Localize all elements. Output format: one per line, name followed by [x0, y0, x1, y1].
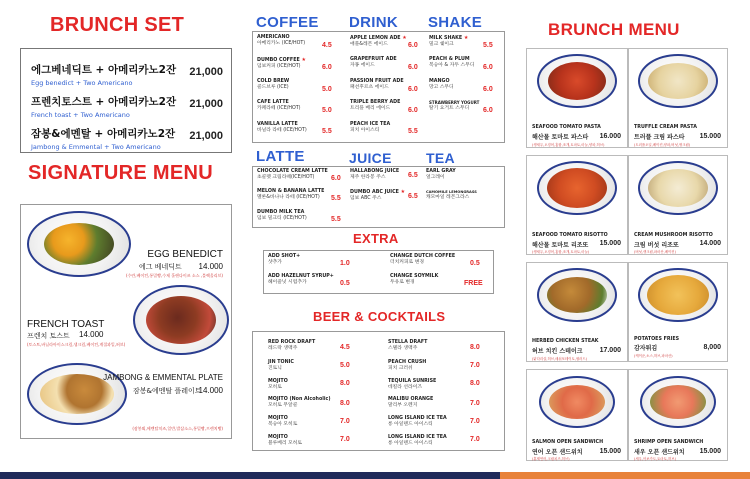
item-en: MALIBU ORANGE	[388, 397, 434, 402]
set-item-price: 21,000	[189, 130, 223, 142]
brunch-card	[526, 155, 628, 255]
beer-item	[388, 340, 508, 352]
item-en: MILK SHAKE	[429, 36, 463, 41]
drink-title: DRINK	[349, 14, 398, 31]
dish-ko: 연어 오픈 샌드위치	[532, 449, 583, 456]
star-icon: ★	[400, 189, 406, 195]
beer-item	[388, 360, 508, 372]
dish-photo	[537, 268, 617, 322]
beer-item	[388, 435, 508, 447]
item-en: MOJITO	[268, 435, 288, 440]
item-ko: 복숭아 모히토	[268, 422, 298, 427]
drink-price: 5.5	[408, 128, 418, 135]
latte-price: 5.5	[331, 195, 341, 202]
brunch-set-title: BRUNCH SET	[50, 14, 185, 36]
item-en: COLD BREW	[257, 79, 290, 84]
item-en: MOJITO	[268, 416, 288, 421]
dish-ko: 감자튀김	[634, 345, 658, 352]
extra-price: FREE	[464, 280, 483, 287]
coffee-price: 5.0	[322, 107, 332, 114]
brunch-set-box	[20, 48, 232, 153]
coffee-price: 4.5	[322, 42, 332, 49]
item-ko: 덤보커피 (ICE/HOT)	[257, 64, 301, 69]
beer-item	[268, 340, 388, 352]
item-en: CAFE LATTE	[257, 100, 289, 105]
item-ko: 아메리카노 (ICE/HOT)	[257, 41, 306, 46]
dish-desc: (트러플오일,베이컨,양파,버섯,생크림)	[634, 143, 691, 147]
item-en: TRIPLE BERRY ADE	[350, 100, 401, 105]
beer-item	[268, 379, 388, 391]
french-toast-photo	[133, 285, 229, 355]
item-en: DUMBO COFFEE	[257, 58, 300, 63]
star-icon: ★	[463, 35, 469, 41]
dish-price: 15.000	[699, 133, 721, 140]
item-ko: 자몽 에이드	[350, 63, 375, 68]
dish-photo	[539, 376, 615, 428]
beer-item	[388, 416, 508, 428]
item-en: PASSION FRUIT ADE	[350, 79, 404, 84]
drink-price: 6.0	[408, 64, 418, 71]
item-ko: 모히토 무알콜	[268, 403, 298, 408]
sig-item-ko: 프렌치 토스트	[27, 332, 70, 340]
item-ko: 제주 한라봉 주스	[350, 175, 386, 180]
set-item-ko: 에그베네딕트 + 아메리카노2잔	[31, 64, 177, 76]
item-ko: 초콜렛 크림라떼(ICE/HOT)	[257, 175, 315, 180]
set-item-en: Egg benedict + Two Americano	[31, 79, 133, 87]
item-ko: 모히토	[268, 385, 282, 390]
item-en: AMERICANO	[257, 35, 290, 40]
dish-ko: 새우 오픈 샌드위치	[634, 449, 685, 456]
dish-desc: (생새우,오징어,홍합,조개,토마토,마늘)	[532, 250, 590, 254]
brunch-card	[628, 369, 728, 461]
item-ko: 샷추가	[268, 260, 282, 265]
dish-ko: 크림 버섯 리조또	[634, 242, 679, 249]
star-icon: ★	[402, 35, 407, 41]
dish-photo	[638, 54, 718, 108]
dish-en: SALMON OPEN SANDWICH	[532, 440, 604, 445]
set-item	[31, 126, 223, 151]
beer-price: 7.0	[470, 400, 480, 407]
signature-box	[20, 204, 232, 439]
item-en: CHOCOLATE CREAM LATTE	[257, 169, 328, 174]
item-en: STRAWBERRY YOGURT	[429, 100, 480, 105]
drink-price: 6.0	[408, 107, 418, 114]
item-en: TEQUILA SUNRISE	[388, 379, 437, 384]
item-en: APPLE LEMON ADE	[350, 36, 401, 41]
item-en: VANILLA LATTE	[257, 122, 298, 127]
extra-item	[268, 254, 388, 266]
extra-price: 0.5	[470, 260, 480, 267]
beer-item	[268, 397, 388, 409]
beer-item	[388, 397, 508, 409]
dish-ko: 트러플 크림 파스타	[634, 134, 685, 141]
coffee-price: 5.5	[322, 128, 332, 135]
item-en: MOJITO	[268, 379, 288, 384]
item-ko: 복숭아 & 자두 스무디	[429, 63, 475, 68]
item-ko: 덤보 ABC 주스	[350, 196, 382, 201]
dish-photo	[537, 54, 617, 108]
item-en: STELLA DRAFT	[388, 340, 428, 345]
item-ko: 멜론&바나나 라떼 (ICE/HOT)	[257, 195, 320, 200]
set-item-en: Jambong & Emmental + Two Americano	[31, 143, 161, 151]
dish-price: 15.000	[699, 448, 721, 455]
set-item-ko: 프렌치토스트 + 아메리카노2잔	[31, 96, 177, 108]
dish-en: SEAFOOD TOMATO RISOTTO	[532, 233, 608, 238]
dish-en: SHRIMP OPEN SANDWICH	[634, 440, 704, 445]
shake-price: 6.0	[483, 107, 493, 114]
dish-en: HERBED CHICKEN STEAK	[532, 339, 599, 344]
dish-desc: (훈제연어,크림치즈,허브)	[532, 457, 570, 461]
set-item	[31, 62, 223, 87]
beer-price: 8.0	[470, 380, 480, 387]
set-item-en: French toast + Two Americano	[31, 111, 130, 119]
dish-price: 15.000	[599, 240, 621, 247]
brunch-card	[526, 48, 628, 148]
dish-photo	[640, 376, 716, 428]
item-ko: 얼그레이	[426, 175, 445, 180]
latte-price: 6.0	[331, 175, 341, 182]
sig-item-ko: 잠봉&에멘탈 플레이트	[133, 387, 202, 395]
latte-price: 5.5	[331, 216, 341, 223]
sig-item-en: EGG BENEDICT	[147, 249, 223, 260]
item-en: CHANGE DUTCH COFFEE	[390, 254, 456, 259]
beer-price: 7.0	[470, 436, 480, 443]
item-ko: 블루베리 모히토	[268, 441, 302, 446]
item-en: DUMBO ABC JUICE	[350, 190, 399, 195]
dish-price: 15.000	[599, 448, 621, 455]
set-item-price: 21,000	[189, 98, 223, 110]
sig-item-price: 14.000	[198, 386, 223, 395]
brunch-menu-title: BRUNCH MENU	[548, 20, 680, 39]
shake-title: SHAKE	[428, 14, 483, 31]
dish-photo	[638, 161, 718, 215]
item-ko: 피치 아이스티	[350, 128, 380, 133]
item-ko: 밀크 쉐이크	[429, 42, 454, 47]
item-ko: 두유로 변경	[390, 280, 415, 285]
item-ko: 레드락 생맥주	[268, 346, 298, 351]
extra-price: 1.0	[340, 260, 350, 267]
extra-item	[268, 274, 388, 286]
dish-price: 17.000	[599, 347, 621, 354]
shake-price: 6.0	[483, 64, 493, 71]
item-ko: 패션후르츠 에이드	[350, 85, 389, 90]
beer-item	[268, 360, 388, 372]
item-en: RED ROCK DRAFT	[268, 340, 316, 345]
latte-title: LATTE	[256, 148, 305, 165]
beer-item	[388, 379, 508, 391]
beer-price: 8.0	[340, 380, 350, 387]
beer-price: 8.0	[340, 400, 350, 407]
sig-item-en: JAMBONG & EMMENTAL PLATE	[103, 373, 223, 382]
footer-stripe-orange	[500, 472, 750, 479]
dish-desc: (케이준,소스,허브,파마산)	[634, 354, 673, 358]
item-ko: 말리부 오렌지	[388, 403, 418, 408]
set-item	[31, 94, 223, 119]
set-item-ko: 잠봉&에멘탈 + 아메리카노2잔	[31, 128, 176, 140]
item-ko: 데킬라 선라이즈	[388, 385, 422, 390]
dish-en: SEAFOOD TOMATO PASTA	[532, 125, 601, 130]
item-en: ADD HAZELNUT SYRUP+	[268, 274, 334, 279]
item-en: PEACH & PLUM	[429, 57, 470, 62]
extra-price: 0.5	[340, 280, 350, 287]
dish-desc: (생새우,오징어,홍합,조개,토마토,마늘,양파,허브)	[532, 143, 605, 147]
dish-price: 8,000	[703, 344, 721, 351]
dish-photo	[537, 161, 617, 215]
item-ko: 진토닉	[268, 366, 282, 371]
drink-price: 6.0	[408, 42, 418, 49]
item-en: MANGO	[429, 79, 450, 84]
dish-photo	[638, 268, 718, 322]
dish-price: 16.000	[599, 133, 621, 140]
beer-item	[268, 416, 388, 428]
item-en: CHANGE SOYMILK	[390, 274, 439, 279]
beer-price: 4.5	[340, 344, 350, 351]
item-ko: 딸기 요거트 스무디	[429, 106, 470, 111]
coffee-price: 6.0	[322, 64, 332, 71]
shake-price: 6.0	[483, 86, 493, 93]
item-ko: 캐모마일 레몬그라스	[426, 195, 470, 200]
item-en: GRAPEFRUIT ADE	[350, 57, 397, 62]
tea-title: TEA	[426, 150, 455, 166]
beer-price: 7.0	[470, 362, 480, 369]
extra-item	[390, 254, 510, 266]
dish-ko: 해산물 토마토 리조또	[532, 242, 589, 249]
brunch-card	[628, 48, 728, 148]
beer-price: 8.0	[470, 344, 480, 351]
sig-item-desc: (잠봉뵈,에멘탈치즈,일반,발삼소스,통밀빵,프렌치빵)	[132, 426, 223, 431]
set-item-price: 21,000	[189, 66, 223, 78]
item-ko: 덤보 밀크티 (ICE/HOT)	[257, 216, 307, 221]
juice-price: 6.5	[408, 193, 418, 200]
drink-price: 6.0	[408, 86, 418, 93]
item-ko: 롱 아일랜드 아이스티	[388, 441, 433, 446]
sig-item-ko: 에그 베네딕트	[139, 263, 182, 271]
item-ko: 더치커피로 변경	[390, 260, 424, 265]
dish-desc: (새우,아보카도,토마토,허브)	[634, 457, 676, 461]
item-ko: 헤이즐넛 시럽추가	[268, 280, 307, 285]
extra-title: EXTRA	[353, 231, 399, 246]
item-en: ADD SHOT+	[268, 254, 301, 259]
item-en: PEACH ICE TEA	[350, 122, 391, 127]
sig-item-en: FRENCH TOAST	[27, 319, 105, 330]
beer-price: 7.0	[470, 418, 480, 425]
dish-en: POTATOES FRIES	[634, 337, 680, 342]
item-ko: 망고 스무디	[429, 85, 454, 90]
beer-price: 7.0	[340, 436, 350, 443]
dish-desc: (버섯,생크림,파마산,베이컨)	[634, 250, 676, 254]
item-ko: 애플&레몬 에이드	[350, 42, 388, 47]
signature-title: SIGNATURE MENU	[28, 162, 213, 184]
juice-price: 6.5	[408, 172, 418, 179]
sig-item-price: 14.000	[198, 262, 223, 271]
item-ko: 바닐라 라떼 (ICE/HOT)	[257, 128, 307, 133]
egg-benedict-photo	[27, 211, 131, 277]
dish-en: CREAM MUSHROOM RISOTTO	[634, 233, 713, 238]
brunch-card	[526, 262, 628, 362]
item-ko: 트리플 베리 에이드	[350, 106, 391, 111]
dish-ko: 허브 치킨 스테이크	[532, 348, 583, 355]
beer-title: BEER & COCKTAILS	[313, 309, 446, 324]
juice-title: JUICE	[349, 150, 392, 166]
brunch-card	[628, 262, 728, 362]
item-ko: 카페라떼 (ICE/HOT)	[257, 106, 301, 111]
item-en: LONG ISLAND ICE TEA	[388, 416, 447, 421]
beer-price: 5.0	[340, 362, 350, 369]
extra-item	[390, 274, 510, 286]
beer-item	[268, 435, 388, 447]
coffee-price: 5.0	[322, 86, 332, 93]
coffee-title: COFFEE	[256, 14, 319, 31]
item-en: DUMBO MILK TEA	[257, 210, 305, 215]
beer-price: 7.0	[340, 418, 350, 425]
item-en: PEACH CRUSH	[388, 360, 427, 365]
latte-item	[257, 210, 377, 222]
dish-price: 14.000	[699, 240, 721, 247]
shake-price: 5.5	[483, 42, 493, 49]
dish-en: TRUFFLE CREAM PASTA	[634, 125, 697, 130]
footer-stripe-navy	[0, 472, 500, 479]
item-en: JIN TONIC	[268, 360, 294, 365]
item-ko: 피치 크러쉬	[388, 366, 413, 371]
item-en: CAMOMILE LEMONGRASS	[426, 190, 477, 194]
item-en: MELON & BANANA LATTE	[257, 189, 325, 194]
item-ko: 콜드브루 (ICE)	[257, 85, 289, 90]
dish-desc: (닭다리살,허브,매쉬포테이토,샐러드)	[532, 357, 588, 361]
sig-item-desc: (수란,베이컨,통밀빵,수제 홀랜다이즈 소스 ,블랙올리브)	[125, 273, 223, 278]
item-ko: 롱 아일랜드 아이스티	[388, 422, 433, 427]
item-ko: 스텔라 생맥주	[388, 346, 418, 351]
star-icon: ★	[301, 57, 306, 63]
item-en: LONG ISLAND ICE TEA	[388, 435, 447, 440]
sig-item-desc: (토스트,바닐라아이스크림,생크림,베이컨,계절과일,허브)	[27, 342, 126, 347]
dish-ko: 해산물 토마토 파스타	[532, 134, 589, 141]
item-en: HALLABONG JUICE	[350, 169, 400, 174]
brunch-card	[628, 155, 728, 255]
item-en: EARL GRAY	[426, 169, 456, 174]
item-en: MOJITO (Non Alcoholic)	[268, 397, 331, 402]
sig-item-price: 14.000	[79, 330, 104, 339]
brunch-card	[526, 369, 628, 461]
